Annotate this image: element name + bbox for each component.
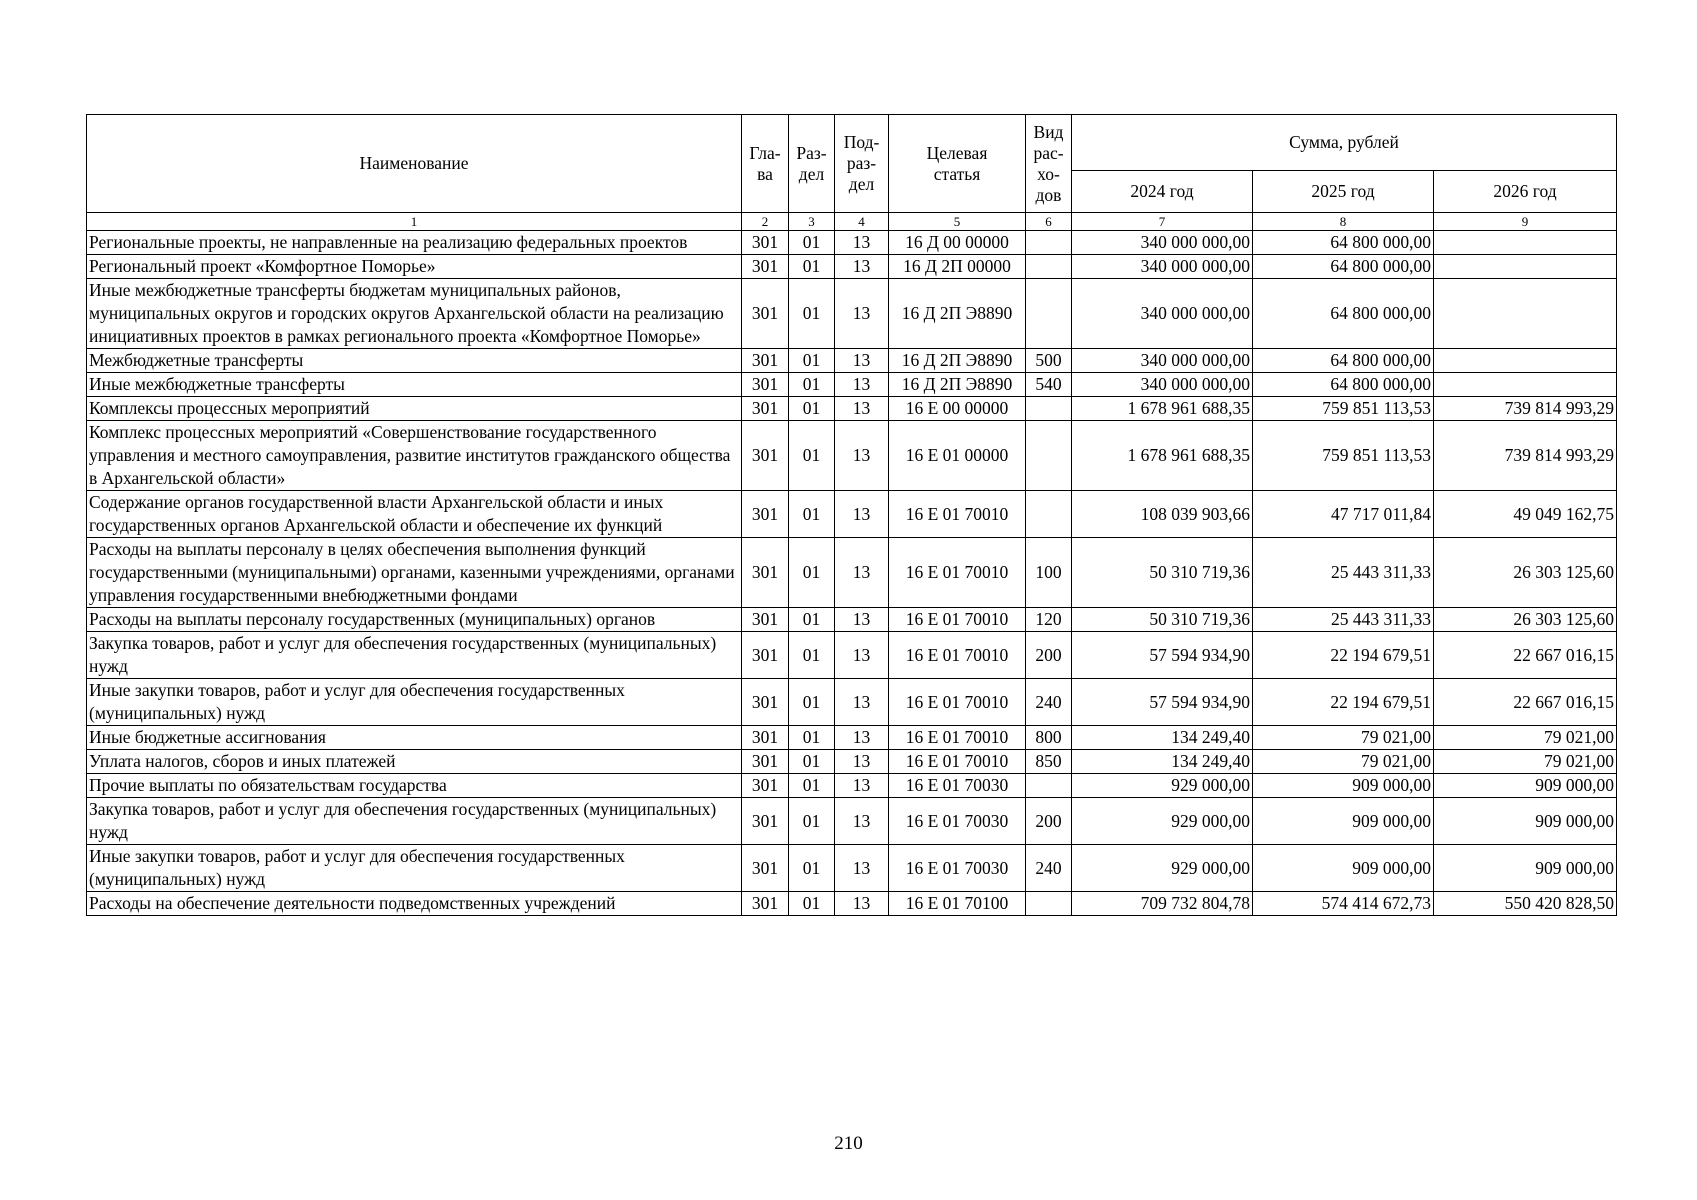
row-name: Комплексы процессных мероприятий — [87, 397, 742, 421]
row-celevaya-statya: 16 Е 01 00000 — [889, 421, 1026, 491]
row-sum-2024: 929 000,00 — [1072, 845, 1253, 892]
row-razdel: 01 — [789, 608, 835, 632]
row-podrazdel: 13 — [835, 892, 889, 916]
header-year-2025: 2025 год — [1253, 171, 1434, 213]
row-razdel: 01 — [789, 845, 835, 892]
row-name: Закупка товаров, работ и услуг для обеспечения государственных (муниципальных) нужд — [87, 632, 742, 679]
row-podrazdel: 13 — [835, 255, 889, 279]
row-glava: 301 — [742, 608, 789, 632]
header-year-2024: 2024 год — [1072, 171, 1253, 213]
row-celevaya-statya: 16 Д 2П Э8890 — [889, 279, 1026, 349]
column-number: 6 — [1026, 213, 1072, 231]
row-sum-2026: 909 000,00 — [1434, 774, 1617, 798]
row-podrazdel: 13 — [835, 608, 889, 632]
table-row — [87, 538, 1617, 608]
column-number: 3 — [789, 213, 835, 231]
row-razdel: 01 — [789, 421, 835, 491]
row-vid-rashodov: 540 — [1026, 373, 1072, 397]
row-sum-2026 — [1434, 349, 1617, 373]
row-podrazdel: 13 — [835, 845, 889, 892]
row-vid-rashodov: 100 — [1026, 538, 1072, 608]
row-celevaya-statya: 16 Е 01 70100 — [889, 892, 1026, 916]
row-glava: 301 — [742, 679, 789, 726]
row-glava: 301 — [742, 349, 789, 373]
row-vid-rashodov: 240 — [1026, 679, 1072, 726]
table-row — [87, 491, 1617, 538]
row-sum-2026: 909 000,00 — [1434, 798, 1617, 845]
row-sum-2024: 340 000 000,00 — [1072, 373, 1253, 397]
row-celevaya-statya: 16 Е 01 70030 — [889, 774, 1026, 798]
table-row — [87, 774, 1617, 798]
row-sum-2026: 22 667 016,15 — [1434, 632, 1617, 679]
row-sum-2024: 340 000 000,00 — [1072, 279, 1253, 349]
row-sum-2026: 79 021,00 — [1434, 750, 1617, 774]
table-row — [87, 421, 1617, 491]
row-vid-rashodov: 120 — [1026, 608, 1072, 632]
row-vid-rashodov: 850 — [1026, 750, 1072, 774]
row-sum-2024: 57 594 934,90 — [1072, 679, 1253, 726]
row-sum-2026 — [1434, 373, 1617, 397]
row-sum-2024: 340 000 000,00 — [1072, 231, 1253, 255]
row-celevaya-statya: 16 Е 01 70010 — [889, 538, 1026, 608]
row-sum-2024: 929 000,00 — [1072, 798, 1253, 845]
row-vid-rashodov: 200 — [1026, 798, 1072, 845]
row-razdel: 01 — [789, 349, 835, 373]
row-vid-rashodov: 240 — [1026, 845, 1072, 892]
row-sum-2026 — [1434, 279, 1617, 349]
table-row — [87, 798, 1617, 845]
row-sum-2024: 1 678 961 688,35 — [1072, 421, 1253, 491]
table-row — [87, 349, 1617, 373]
row-sum-2024: 709 732 804,78 — [1072, 892, 1253, 916]
row-name: Расходы на обеспечение деятельности подведомственных учреждений — [87, 892, 742, 916]
table-row — [87, 279, 1617, 349]
row-celevaya-statya: 16 Е 01 70010 — [889, 491, 1026, 538]
row-podrazdel: 13 — [835, 774, 889, 798]
table-row — [87, 632, 1617, 679]
row-name: Содержание органов государственной власти Архангельской области и иных государственных органов Архангельской области и обеспечение их функций — [87, 491, 742, 538]
row-celevaya-statya: 16 Е 01 70010 — [889, 726, 1026, 750]
row-podrazdel: 13 — [835, 798, 889, 845]
row-razdel: 01 — [789, 279, 835, 349]
table-header — [87, 115, 1617, 231]
row-sum-2024: 50 310 719,36 — [1072, 608, 1253, 632]
budget-table — [86, 114, 1617, 916]
table-row — [87, 397, 1617, 421]
page-number: 210 — [834, 1133, 863, 1154]
row-vid-rashodov — [1026, 231, 1072, 255]
row-sum-2024: 340 000 000,00 — [1072, 255, 1253, 279]
row-sum-2025: 909 000,00 — [1253, 774, 1434, 798]
row-name: Прочие выплаты по обязательствам государства — [87, 774, 742, 798]
row-vid-rashodov: 800 — [1026, 726, 1072, 750]
row-vid-rashodov — [1026, 491, 1072, 538]
row-sum-2026: 79 021,00 — [1434, 726, 1617, 750]
row-podrazdel: 13 — [835, 538, 889, 608]
header-year-2026: 2026 год — [1434, 171, 1617, 213]
row-razdel: 01 — [789, 774, 835, 798]
row-glava: 301 — [742, 255, 789, 279]
row-celevaya-statya: 16 Е 01 70030 — [889, 798, 1026, 845]
row-glava: 301 — [742, 538, 789, 608]
column-number: 2 — [742, 213, 789, 231]
row-vid-rashodov: 200 — [1026, 632, 1072, 679]
row-podrazdel: 13 — [835, 679, 889, 726]
row-podrazdel: 13 — [835, 632, 889, 679]
row-celevaya-statya: 16 Е 01 70010 — [889, 632, 1026, 679]
row-name: Региональные проекты, не направленные на реализацию федеральных проектов — [87, 231, 742, 255]
row-celevaya-statya: 16 Е 01 70010 — [889, 679, 1026, 726]
column-numbers-row — [87, 213, 1617, 231]
row-razdel: 01 — [789, 538, 835, 608]
header-summa: Сумма, рублей — [1072, 115, 1617, 171]
row-podrazdel: 13 — [835, 491, 889, 538]
table-row — [87, 892, 1617, 916]
row-glava: 301 — [742, 373, 789, 397]
row-vid-rashodov — [1026, 255, 1072, 279]
row-sum-2025: 64 800 000,00 — [1253, 255, 1434, 279]
row-celevaya-statya: 16 Е 01 70010 — [889, 608, 1026, 632]
table-row — [87, 608, 1617, 632]
row-name: Иные закупки товаров, работ и услуг для обеспечения государственных (муниципальных) нужд — [87, 679, 742, 726]
row-sum-2024: 50 310 719,36 — [1072, 538, 1253, 608]
row-sum-2026: 26 303 125,60 — [1434, 608, 1617, 632]
row-sum-2026: 739 814 993,29 — [1434, 421, 1617, 491]
row-sum-2024: 340 000 000,00 — [1072, 349, 1253, 373]
column-number: 1 — [87, 213, 742, 231]
header-celevaya-statya: Целевая статья — [889, 115, 1026, 213]
row-sum-2025: 47 717 011,84 — [1253, 491, 1434, 538]
row-sum-2025: 79 021,00 — [1253, 726, 1434, 750]
row-celevaya-statya: 16 Е 00 00000 — [889, 397, 1026, 421]
row-podrazdel: 13 — [835, 279, 889, 349]
row-name: Расходы на выплаты персоналу в целях обеспечения выполнения функций государственными (муниципальными) органами, казенными учреждениями, органами управления государственными внебюджетными фондами — [87, 538, 742, 608]
row-glava: 301 — [742, 774, 789, 798]
table-row — [87, 231, 1617, 255]
row-sum-2025: 64 800 000,00 — [1253, 279, 1434, 349]
row-glava: 301 — [742, 491, 789, 538]
row-vid-rashodov — [1026, 421, 1072, 491]
row-podrazdel: 13 — [835, 726, 889, 750]
row-podrazdel: 13 — [835, 421, 889, 491]
row-name: Комплекс процессных мероприятий «Совершенствование государственного управления и местного самоуправления, развитие институтов гражданского общества в Архангельской области» — [87, 421, 742, 491]
table-row — [87, 255, 1617, 279]
row-glava: 301 — [742, 397, 789, 421]
row-sum-2024: 134 249,40 — [1072, 726, 1253, 750]
row-sum-2025: 64 800 000,00 — [1253, 231, 1434, 255]
row-vid-rashodov — [1026, 279, 1072, 349]
column-number: 8 — [1253, 213, 1434, 231]
row-sum-2025: 64 800 000,00 — [1253, 349, 1434, 373]
row-razdel: 01 — [789, 231, 835, 255]
row-glava: 301 — [742, 231, 789, 255]
row-sum-2024: 1 678 961 688,35 — [1072, 397, 1253, 421]
row-vid-rashodov — [1026, 892, 1072, 916]
column-number: 9 — [1434, 213, 1617, 231]
row-sum-2025: 909 000,00 — [1253, 798, 1434, 845]
row-sum-2026: 909 000,00 — [1434, 845, 1617, 892]
row-sum-2024: 929 000,00 — [1072, 774, 1253, 798]
table-row — [87, 373, 1617, 397]
row-sum-2026 — [1434, 231, 1617, 255]
row-celevaya-statya: 16 Д 2П 00000 — [889, 255, 1026, 279]
header-name: Наименование — [87, 115, 742, 213]
row-sum-2024: 108 039 903,66 — [1072, 491, 1253, 538]
row-podrazdel: 13 — [835, 373, 889, 397]
row-glava: 301 — [742, 892, 789, 916]
row-name: Иные закупки товаров, работ и услуг для обеспечения государственных (муниципальных) нужд — [87, 845, 742, 892]
row-glava: 301 — [742, 726, 789, 750]
table-row — [87, 845, 1617, 892]
row-sum-2024: 134 249,40 — [1072, 750, 1253, 774]
row-sum-2025: 64 800 000,00 — [1253, 373, 1434, 397]
row-vid-rashodov — [1026, 774, 1072, 798]
row-vid-rashodov: 500 — [1026, 349, 1072, 373]
row-razdel: 01 — [789, 892, 835, 916]
table-row — [87, 726, 1617, 750]
header-vid-rashodov: Вид рас- хо- дов — [1026, 115, 1072, 213]
row-razdel: 01 — [789, 750, 835, 774]
table-body — [87, 231, 1617, 916]
row-sum-2026 — [1434, 255, 1617, 279]
row-sum-2026: 739 814 993,29 — [1434, 397, 1617, 421]
row-podrazdel: 13 — [835, 231, 889, 255]
row-celevaya-statya: 16 Д 00 00000 — [889, 231, 1026, 255]
row-podrazdel: 13 — [835, 349, 889, 373]
row-sum-2026: 22 667 016,15 — [1434, 679, 1617, 726]
table-row — [87, 750, 1617, 774]
row-sum-2025: 759 851 113,53 — [1253, 421, 1434, 491]
header-row — [87, 115, 1617, 171]
row-name: Закупка товаров, работ и услуг для обеспечения государственных (муниципальных) нужд — [87, 798, 742, 845]
row-sum-2026: 49 049 162,75 — [1434, 491, 1617, 538]
row-razdel: 01 — [789, 373, 835, 397]
row-glava: 301 — [742, 421, 789, 491]
row-razdel: 01 — [789, 726, 835, 750]
row-podrazdel: 13 — [835, 397, 889, 421]
row-sum-2026: 26 303 125,60 — [1434, 538, 1617, 608]
row-glava: 301 — [742, 845, 789, 892]
row-glava: 301 — [742, 632, 789, 679]
row-sum-2025: 25 443 311,33 — [1253, 538, 1434, 608]
header-razdel: Раз- дел — [789, 115, 835, 213]
row-sum-2024: 57 594 934,90 — [1072, 632, 1253, 679]
row-sum-2025: 22 194 679,51 — [1253, 632, 1434, 679]
row-glava: 301 — [742, 750, 789, 774]
row-sum-2025: 759 851 113,53 — [1253, 397, 1434, 421]
row-razdel: 01 — [789, 798, 835, 845]
header-podrazdel: Под- раз- дел — [835, 115, 889, 213]
row-celevaya-statya: 16 Е 01 70010 — [889, 750, 1026, 774]
row-glava: 301 — [742, 798, 789, 845]
header-glava: Гла- ва — [742, 115, 789, 213]
row-celevaya-statya: 16 Е 01 70030 — [889, 845, 1026, 892]
row-name: Межбюджетные трансферты — [87, 349, 742, 373]
row-sum-2025: 79 021,00 — [1253, 750, 1434, 774]
row-name: Региональный проект «Комфортное Поморье» — [87, 255, 742, 279]
row-sum-2025: 574 414 672,73 — [1253, 892, 1434, 916]
row-razdel: 01 — [789, 491, 835, 538]
row-sum-2026: 550 420 828,50 — [1434, 892, 1617, 916]
row-glava: 301 — [742, 279, 789, 349]
table-row — [87, 679, 1617, 726]
row-name: Иные межбюджетные трансферты — [87, 373, 742, 397]
column-number: 5 — [889, 213, 1026, 231]
row-vid-rashodov — [1026, 397, 1072, 421]
row-name: Иные межбюджетные трансферты бюджетам муниципальных районов, муниципальных округов и городских округов Архангельской области на реализацию инициативных проектов в рамках регионального проекта «Комфортное Поморье» — [87, 279, 742, 349]
row-sum-2025: 22 194 679,51 — [1253, 679, 1434, 726]
row-razdel: 01 — [789, 255, 835, 279]
row-podrazdel: 13 — [835, 750, 889, 774]
row-razdel: 01 — [789, 632, 835, 679]
column-number: 4 — [835, 213, 889, 231]
row-sum-2025: 25 443 311,33 — [1253, 608, 1434, 632]
row-name: Иные бюджетные ассигнования — [87, 726, 742, 750]
row-name: Расходы на выплаты персоналу государственных (муниципальных) органов — [87, 608, 742, 632]
row-celevaya-statya: 16 Д 2П Э8890 — [889, 349, 1026, 373]
row-sum-2025: 909 000,00 — [1253, 845, 1434, 892]
row-razdel: 01 — [789, 397, 835, 421]
row-razdel: 01 — [789, 679, 835, 726]
row-name: Уплата налогов, сборов и иных платежей — [87, 750, 742, 774]
column-number: 7 — [1072, 213, 1253, 231]
row-celevaya-statya: 16 Д 2П Э8890 — [889, 373, 1026, 397]
